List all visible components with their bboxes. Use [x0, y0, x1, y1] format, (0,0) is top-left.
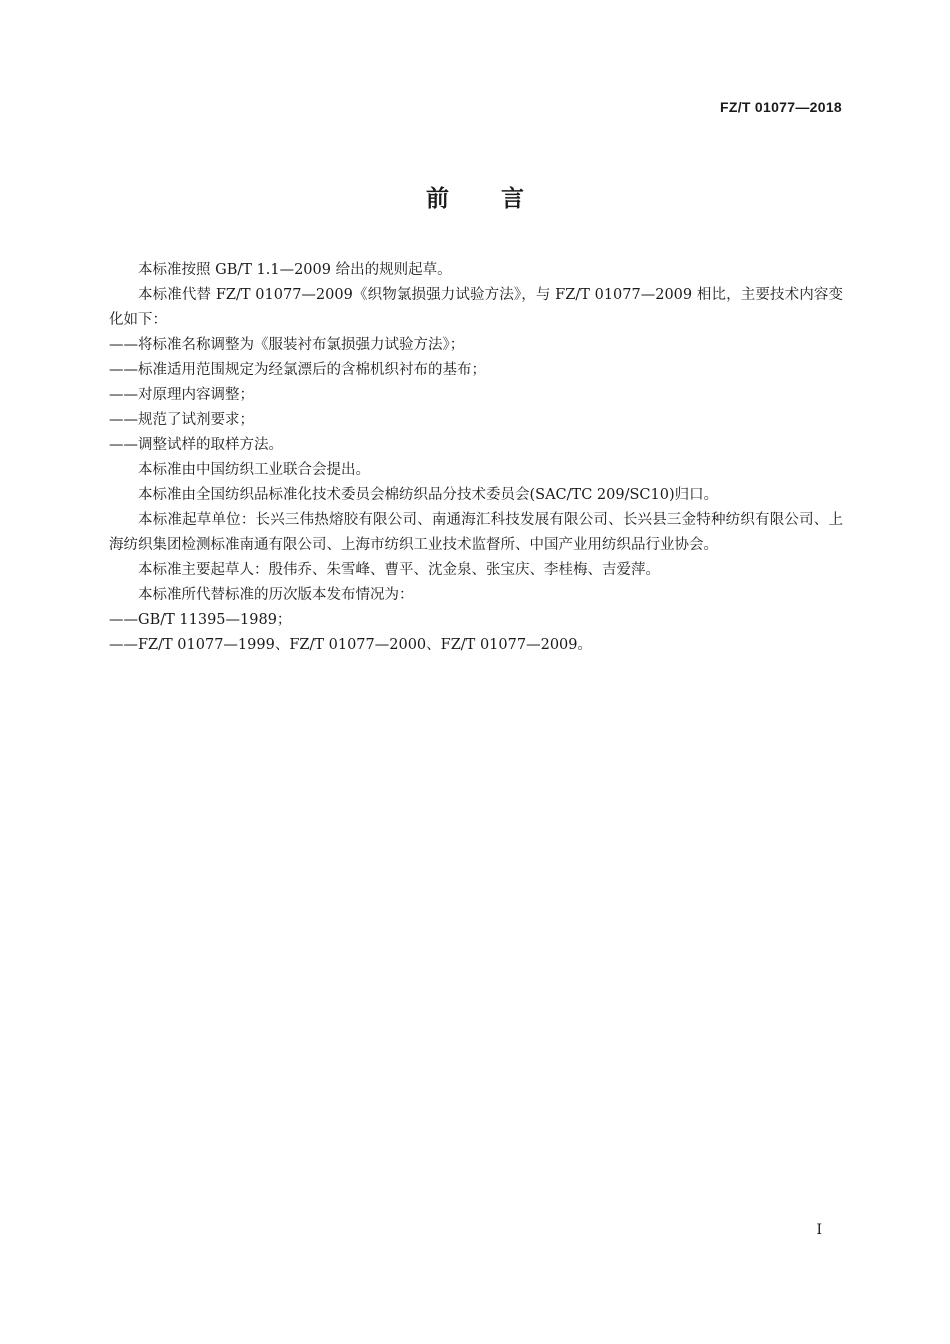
- list-item-change: ——标准适用范围规定为经氯漂后的含棉机织衬布的基布；: [109, 362, 486, 378]
- paragraph-proposer: 本标准由中国纺织工业联合会提出。: [138, 462, 370, 478]
- list-item-change: ——规范了试剂要求；: [109, 412, 254, 428]
- paragraph-drafters: 本标准主要起草人：殷伟乔、朱雪峰、曹平、沈金泉、张宝庆、李桂梅、吉爱萍。: [138, 562, 660, 578]
- paragraph-replacement: 本标准代替 FZ/T 01077—2009《织物氯损强力试验方法》，与 FZ/T 01077—2009 相比，主要技术内容变化如下：: [109, 287, 843, 328]
- page-number: I: [816, 1222, 822, 1238]
- paragraph-drafting-units: 本标准起草单位：长兴三伟热熔胶有限公司、南通海汇科技发展有限公司、长兴县三金特种纺织有限公司、上海纺织集团检测标准南通有限公司、上海市纺织工业技术监督所、中国产业用纺织品行业协会。: [109, 512, 843, 553]
- paragraph-committee: 本标准由全国纺织品标准化技术委员会棉纺织品分技术委员会(SAC/TC 209/SC10)归口。: [138, 487, 719, 503]
- list-item-change: ——调整试样的取样方法。: [109, 437, 283, 453]
- page-title: 前言: [426, 186, 576, 212]
- list-item-change: ——将标准名称调整为《服装衬布氯损强力试验方法》；: [109, 337, 465, 353]
- standard-code: FZ/T 01077—2018: [719, 99, 842, 115]
- list-item-change: ——对原理内容调整；: [109, 387, 254, 403]
- paragraph-history-intro: 本标准所代替标准的历次版本发布情况为：: [138, 587, 414, 603]
- paragraph-drafting-rules: 本标准按照 GB/T 1.1—2009 给出的规则起草。: [138, 262, 452, 278]
- list-item-history: ——GB/T 11395—1989；: [109, 612, 292, 628]
- preface-body: [109, 258, 843, 658]
- list-item-history: ——FZ/T 01077—1999、FZ/T 01077—2000、FZ/T 01077—2009。: [109, 637, 592, 653]
